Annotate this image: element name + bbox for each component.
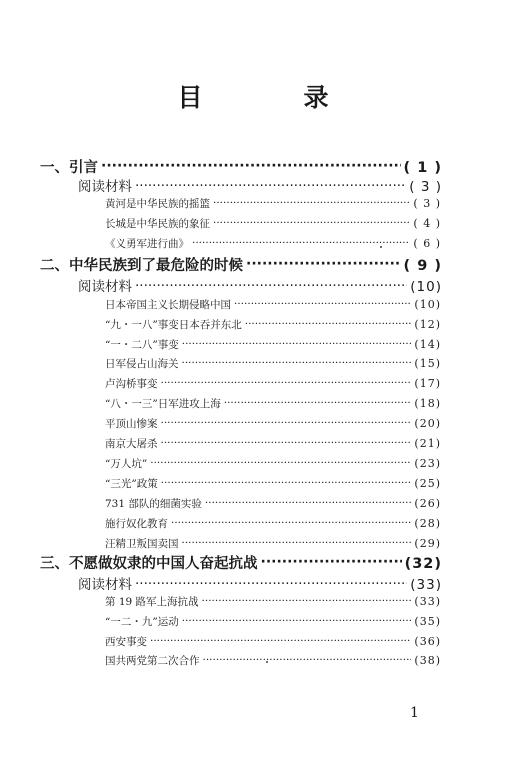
page-number: 1	[410, 705, 419, 721]
toc-entry-page: (28)	[414, 517, 441, 530]
dot-leader	[261, 554, 402, 569]
toc-entry-label: 一、引言	[40, 160, 98, 176]
toc-entry-page: (23)	[414, 457, 441, 470]
toc-entry-page: (35)	[414, 615, 441, 628]
toc-entry-page: (12)	[414, 318, 441, 331]
toc-entry-label: 第 19 路军上海抗战	[105, 596, 199, 608]
toc-entry	[105, 297, 441, 312]
dot-leader	[161, 477, 412, 488]
toc-entry	[105, 356, 441, 371]
toc-entry-label: 三、不愿做奴隶的中国人奋起抗战	[40, 556, 258, 572]
toc-entry-page: ( 3 )	[413, 197, 441, 210]
toc-entry-label: 卢沟桥事变	[105, 378, 158, 390]
toc-entry-label: 平顶山惨案	[105, 418, 158, 430]
toc-entry-page: (29)	[414, 537, 441, 550]
toc-entry-page: (38)	[414, 654, 441, 667]
dot-leader	[245, 318, 412, 329]
toc-entry-page: (32)	[404, 556, 442, 572]
toc-entry-page: (26)	[414, 497, 441, 510]
page-title: 目 录	[177, 83, 367, 112]
dot-leader	[224, 397, 412, 408]
toc-entry-page: (36)	[414, 635, 441, 648]
toc-entry-page: (15)	[414, 357, 441, 370]
toc-entry-label: 长城是中华民族的象征	[105, 218, 210, 230]
toc-entry	[105, 196, 441, 211]
toc-entry-label: 黄河是中华民族的摇篮	[105, 198, 210, 210]
dot-leader	[234, 298, 411, 309]
toc-entry-label: 阅读材料	[78, 577, 132, 593]
dot-leader	[202, 595, 412, 606]
toc-entry-label: 《义勇军进行曲》	[105, 238, 189, 250]
dot-leader	[182, 615, 412, 626]
toc-entry	[40, 254, 442, 275]
toc-entry-page: (10)	[410, 279, 442, 295]
toc-entry	[105, 456, 441, 471]
toc-entry-label: 二、中华民族到了最危险的时候	[40, 258, 243, 274]
toc-entry	[105, 653, 441, 668]
toc-entry-label: 阅读材料	[78, 179, 132, 195]
toc-entry-page: ( 4 )	[413, 217, 441, 230]
toc-entry	[78, 573, 442, 593]
toc-entry-page: (21)	[414, 437, 441, 450]
scan-speck	[380, 246, 382, 248]
toc-entry-page: (17)	[414, 377, 441, 390]
dot-leader	[101, 158, 401, 173]
toc-entry-label: 汪精卫叛国卖国	[105, 538, 179, 550]
dot-leader	[171, 517, 411, 528]
toc-entry	[105, 614, 441, 629]
toc-entry	[105, 634, 441, 649]
toc-entry-page: (10)	[414, 298, 441, 311]
toc-entry-label: 施行奴化教育	[105, 518, 168, 530]
toc-entry	[105, 396, 441, 411]
toc-entry-label: 西安事变	[105, 636, 147, 648]
dot-leader	[192, 237, 410, 248]
dot-leader	[213, 197, 410, 208]
dot-leader	[161, 417, 412, 428]
toc-entry	[105, 216, 441, 231]
toc-entry-label: 日军侵占山海关	[105, 358, 179, 370]
toc-entry	[105, 236, 441, 251]
toc-entry	[105, 516, 441, 531]
toc-entry-page: (33)	[414, 595, 441, 608]
dot-leader	[150, 457, 411, 468]
toc-entry-label: “三光”政策	[105, 478, 158, 490]
dot-leader	[182, 338, 412, 349]
dot-leader	[135, 178, 406, 192]
dot-leader	[182, 537, 412, 548]
toc-entry-label: 南京大屠杀	[105, 438, 158, 450]
dot-leader	[150, 635, 411, 646]
dot-leader	[161, 437, 412, 448]
dot-leader	[205, 497, 412, 508]
toc-entry-label: 国共两党第二次合作	[105, 655, 200, 667]
toc-entry-page: (33)	[410, 577, 442, 593]
toc-entry-label: 731 部队的细菌实验	[105, 498, 202, 510]
dot-leader	[246, 256, 401, 271]
toc-entry	[105, 536, 441, 551]
dot-leader	[161, 377, 412, 388]
toc-entry	[105, 317, 441, 332]
toc-entry-page: ( 3 )	[409, 179, 442, 195]
dot-leader	[135, 576, 407, 590]
toc-entry	[78, 275, 442, 295]
dot-leader	[213, 217, 410, 228]
toc-entry	[40, 156, 442, 177]
toc-entry	[105, 416, 441, 431]
toc-entry	[105, 337, 441, 352]
toc-entry-page: (20)	[414, 417, 441, 430]
toc-entry-label: “八・一三”日军进攻上海	[105, 398, 221, 410]
toc-entry-label: “一・二八”事变	[105, 339, 179, 351]
dot-leader	[203, 654, 412, 665]
toc-entry-page: (18)	[414, 397, 441, 410]
toc-entry	[105, 594, 441, 609]
dot-leader	[135, 278, 407, 292]
toc-entry	[105, 436, 441, 451]
toc-entry	[105, 476, 441, 491]
dot-leader	[182, 357, 412, 368]
toc-entry-label: “一二・九”运动	[105, 616, 179, 628]
toc-entry-label: 日本帝国主义长期侵略中国	[105, 299, 231, 311]
toc-entry-page: ( 9 )	[403, 258, 442, 274]
toc-entry	[78, 175, 442, 195]
toc-entry-page: ( 1 )	[403, 160, 442, 176]
toc-entry-page: (14)	[414, 338, 441, 351]
toc-entry-label: “九・一八”事变日本吞并东北	[105, 319, 242, 331]
toc-entry	[40, 552, 442, 573]
toc-entry	[105, 376, 441, 391]
toc-entry	[105, 496, 441, 511]
toc-entry-page: (25)	[414, 477, 441, 490]
toc-entry-label: “万人坑”	[105, 458, 148, 470]
toc-entry-page: ( 6 )	[413, 237, 441, 250]
scan-speck	[266, 661, 268, 663]
toc-entry-label: 阅读材料	[78, 279, 132, 295]
